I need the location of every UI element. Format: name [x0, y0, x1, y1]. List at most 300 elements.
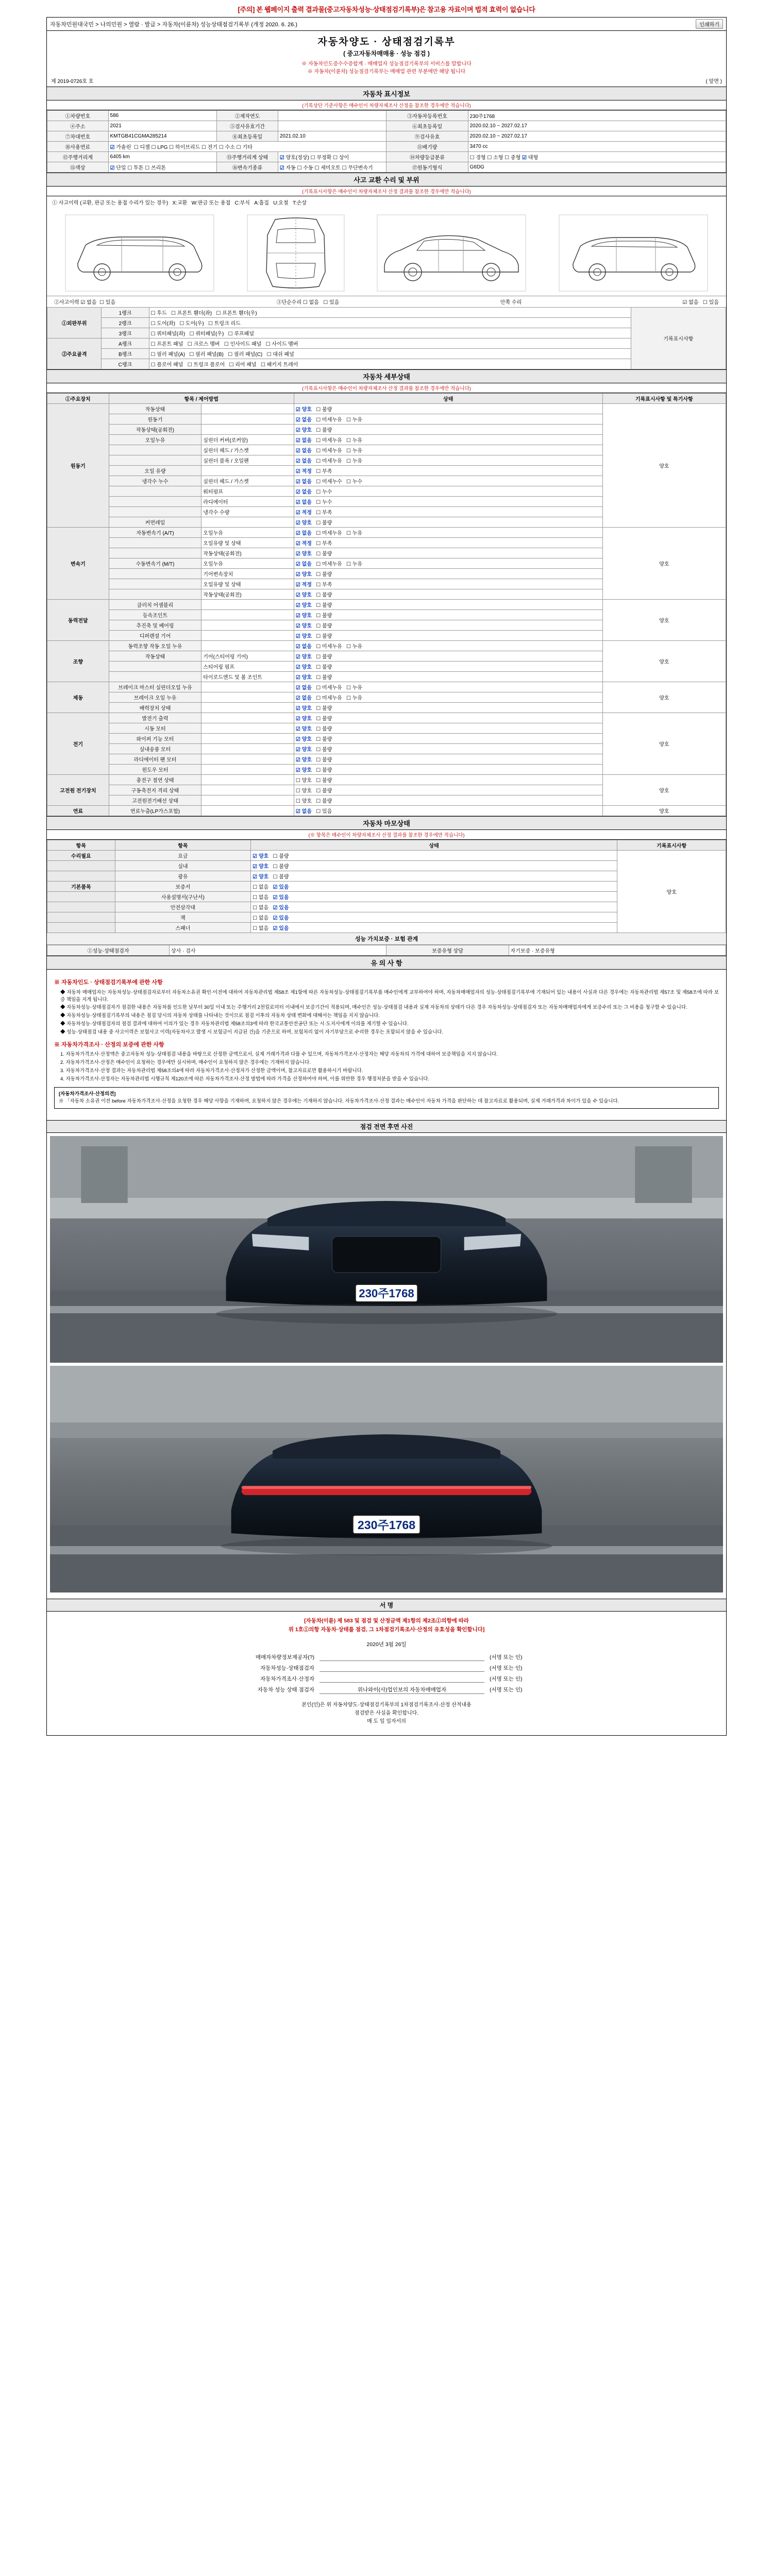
- checkbox-unchecked[interactable]: ☐ 미세누유: [316, 417, 342, 423]
- tire-detail: 스패너: [115, 923, 250, 933]
- checkbox-checked: ☑ 있음: [273, 885, 289, 890]
- checkbox-unchecked[interactable]: ☐ 불량: [316, 757, 332, 763]
- page-subtitle: ( 중고자동차매매용 · 성능 점검 ): [343, 50, 430, 57]
- accident-history[interactable]: ②사고이력 ☑ 없음 ☐ 있음: [54, 300, 116, 306]
- tire-item: [47, 871, 115, 882]
- table-row: [47, 359, 726, 369]
- checkbox-checked: ☑: [279, 155, 284, 161]
- checkbox-checked: ☑ 양호: [295, 726, 312, 732]
- state-options[interactable]: [294, 703, 602, 713]
- checkbox-unchecked[interactable]: ☐ 미세누수: [316, 479, 342, 485]
- state-item-sub: [201, 631, 294, 641]
- state-item-label: 작동상태: [109, 404, 201, 414]
- state-options[interactable]: [294, 795, 602, 806]
- state-options[interactable]: [294, 497, 602, 507]
- state-item-sub: [201, 734, 294, 744]
- checkbox-checked: ☑ 있음: [273, 926, 289, 931]
- state-item-label: 수동변속기 (M/T): [109, 558, 201, 569]
- state-options[interactable]: [294, 445, 602, 455]
- table-row: [47, 851, 726, 861]
- checkbox-unchecked[interactable]: ☐ 불량: [316, 603, 332, 608]
- rank-label: 3랭크: [102, 328, 149, 338]
- photo-front: [50, 1136, 723, 1363]
- table-row: [47, 328, 726, 338]
- checkbox-unchecked[interactable]: ☐ 미세누유: [316, 448, 342, 454]
- checkbox-unchecked[interactable]: ☐ 불량: [316, 634, 332, 639]
- checkbox-unchecked[interactable]: ☐ 불량: [316, 623, 332, 629]
- checkbox-unchecked[interactable]: ☐ 미세누유: [316, 459, 342, 464]
- checkbox-unchecked[interactable]: ☐ 불량: [316, 768, 332, 773]
- checkbox-checked: ☑ 양호: [295, 623, 312, 629]
- signature-statement-line-1: [자동차(이륜) 제 583 및 점검 및 산정금액 제1항의 제2조①의항에 따라: [304, 1618, 469, 1624]
- state-item-label: [109, 455, 201, 466]
- label-mileage-state: ⑬주행거리계 상태: [217, 152, 278, 162]
- checkbox-unchecked[interactable]: ☐ 불량: [273, 874, 289, 880]
- state-options[interactable]: [294, 466, 602, 476]
- checkbox-unchecked[interactable]: ☐ 누유: [346, 531, 363, 536]
- checkbox-unchecked[interactable]: ☐ 미세누유: [316, 438, 342, 444]
- checkbox-unchecked[interactable]: ☐ 부족: [316, 510, 332, 516]
- checkbox-unchecked[interactable]: ☐ 있음: [316, 809, 332, 815]
- appraisal-opinion-title: [자동차가격조사·산정의견]: [59, 1091, 116, 1097]
- checkbox-checked: ☑ 없음: [295, 479, 312, 485]
- state-item-label: 작동상태(공회전): [109, 425, 201, 435]
- transmission-options[interactable]: ☑ 자동 ☐ 수동 ☐ 세미오토 ☐ 무단변속기: [278, 162, 386, 173]
- checkbox-unchecked[interactable]: ☐ 없음: [253, 895, 269, 901]
- state-table-body: [47, 404, 726, 816]
- checkbox-checked: ☑ 양호: [295, 428, 312, 433]
- section-sub-state: (기록표시사항은 매수인이 차량자체조사 산정 결과를 참조한 경우에만 적습니다): [47, 383, 726, 393]
- state-options[interactable]: [294, 765, 602, 775]
- state-table: [47, 393, 726, 816]
- checkbox-unchecked[interactable]: ☐ 미세누유: [316, 531, 342, 536]
- tire-item: [47, 892, 115, 902]
- panel-options[interactable]: ☐ 후드 ☐ 프론트 휀더(좌) ☐ 프론트 휀더(우): [149, 308, 631, 318]
- state-options[interactable]: [294, 672, 602, 682]
- signature-statement-line-2: 위 1호①의항 자동차·상태를 점검, 그 1차점검기록조사·산정의 유효성을 확인합니다]: [288, 1626, 485, 1633]
- frame-options[interactable]: ☐ 프론트 패널 ☐ 크로스 멤버 ☐ 인사이드 패널 ☐ 사이드 멤버: [149, 338, 631, 349]
- checkbox-unchecked[interactable]: ☐ 불량: [316, 706, 332, 711]
- checkbox-unchecked[interactable]: ☐ 부족: [316, 541, 332, 547]
- state-group-label: 원동기: [47, 404, 109, 528]
- label-address: ④주소: [47, 121, 109, 131]
- state-item-sub: 냉각수 수량: [201, 507, 294, 517]
- value-reg-number: 230주1768: [468, 111, 726, 121]
- state-options[interactable]: [294, 548, 602, 558]
- state-options[interactable]: [294, 734, 602, 744]
- tire-item: 수리필요: [47, 851, 115, 861]
- state-options[interactable]: [294, 414, 602, 425]
- state-item-sub: [201, 806, 294, 816]
- checkbox-unchecked[interactable]: ☐ 누수: [316, 489, 332, 495]
- checkbox-unchecked[interactable]: ☐ 미세누유: [316, 696, 342, 701]
- panel-options[interactable]: ☐ 도어(좌) ☐ 도어(우) ☐ 트렁크 리드: [149, 318, 631, 328]
- checkbox-unchecked[interactable]: ☐ 불량: [273, 864, 289, 870]
- title-note-2: ※ 자동차(이륜차) 성능점검기록부는 매매업 관련 부분에만 해당 됩니다: [307, 69, 466, 75]
- checkbox-checked: ☑ 양호: [253, 864, 269, 870]
- sign-role: 매매자차량정보제공자(?): [255, 1654, 314, 1660]
- notice-paragraph: ◆ 자동차성능·상태점검기록부의 내용은 점검 당시의 자동차 상태를 나타내는 것이므로 점검 이후의 자동차 상태 변화에 대해서는 책임을 지지 않습니다.: [60, 1013, 380, 1019]
- panel-options[interactable]: ☐ 쿼터패널(좌) ☐ 쿼터패널(우) ☐ 루프패널: [149, 328, 631, 338]
- checkbox-unchecked[interactable]: ☐ 미세누유: [316, 685, 342, 691]
- checkbox-checked: ☑ 없음: [295, 489, 312, 495]
- state-options[interactable]: [294, 754, 602, 765]
- checkbox-checked: ☑ 양호: [295, 716, 312, 722]
- tire-options[interactable]: [251, 923, 617, 933]
- label-displacement: ⑪배기량: [386, 142, 468, 152]
- accident-history-checked: 없음: [87, 300, 97, 306]
- table-row: [47, 713, 726, 723]
- checkbox-checked: ☑ 적정: [295, 469, 312, 474]
- notice-paragraph: ◆ 자동차성능·상태점검자가 점검한 내용은 자동차를 인도한 날부터 30일 이내 또는 주행거리 2천킬로미터 이내에서 보증기간이 적용되며, 매수인은 성능·상태점검 내용과 실제 자동차의 상태가 다른 경우 자동차성능·상태점검자 또는 자동차매매업자에게 보증수리 또는 그 비용을 청구할 수 있습니다.: [60, 1005, 687, 1011]
- col-item: 항목 / 제어방법: [109, 394, 294, 404]
- state-options[interactable]: [294, 569, 602, 579]
- state-item-sub: [201, 713, 294, 723]
- sign-value[interactable]: 위나와이(사)업인보의 자동차매매업자: [320, 1686, 484, 1694]
- state-options[interactable]: [294, 610, 602, 620]
- simple-repair[interactable]: ③단순수리 ☐ 없음 ☐ 있음: [276, 300, 340, 306]
- checkbox-unchecked[interactable]: ☐ 누유: [346, 459, 363, 464]
- state-item-label: 오일누유: [109, 435, 201, 445]
- state-item-sub: 오일누유: [201, 528, 294, 538]
- color-options[interactable]: ☑ 단일 ☐ 투톤 ☐ 쓰리톤: [108, 162, 217, 173]
- state-item-sub: 오일유량 및 상태: [201, 579, 294, 589]
- appraisal-opinion-box: [54, 1087, 719, 1109]
- sign-role: 자동차 성능 상태 점검자: [257, 1686, 314, 1693]
- checkbox-checked: ☑ 있음: [273, 916, 289, 921]
- notice-paragraph: 1. 자동차가격조사·산정액은 중고자동차 성능·상태점검 내용을 바탕으로 산정한 금액으로서, 실제 거래가격과 다를 수 있으며, 자동차가격조사·산정자는 해당 자동차의 가격에 대하여 보증책임을 지지 않습니다.: [60, 1052, 498, 1058]
- checkbox-unchecked[interactable]: ☐ 없음: [253, 885, 269, 890]
- state-item-label: 충전구 절연 상태: [109, 775, 201, 785]
- table-header-row: [47, 394, 726, 404]
- state-options[interactable]: [294, 692, 602, 703]
- checkbox-checked: ☑ 없음: [295, 500, 312, 505]
- notice-paragraph: ◆ 성능·상태점검 내용 중 사고이력은 보험사고 이력(자동차사고 발생 시 보험금이 지급된 건)을 기준으로 하며, 보험처리 없이 자기부담으로 수리한 경우는 포함되지 않을 수 있습니다.: [60, 1029, 444, 1035]
- checkbox-checked: ☑ 양호: [295, 407, 312, 413]
- tire-options[interactable]: [251, 892, 617, 902]
- checkbox-checked: ☑ 양호: [295, 675, 312, 681]
- document-body: [46, 17, 727, 1736]
- sign-seal: (서명 또는 인): [490, 1654, 523, 1660]
- state-options[interactable]: [294, 476, 602, 486]
- checkbox-checked: ☑ 없음: [295, 696, 312, 701]
- table-row: [47, 945, 726, 956]
- car-diagram-side: [377, 214, 526, 292]
- signature-statement: [54, 1617, 719, 1634]
- checkbox-checked: ☑ 양호: [295, 706, 312, 711]
- checkbox-unchecked[interactable]: ☐ 불량: [316, 520, 332, 526]
- checkbox-checked: ☑ 양호: [253, 854, 269, 859]
- print-button-wrap[interactable]: [696, 19, 723, 29]
- state-item-label: 동력조향 작동 오일 누유: [109, 641, 201, 651]
- state-options[interactable]: [294, 486, 602, 497]
- mileage-state-options[interactable]: ☑ 양호(정상) ☐ 부정확 ☐ 상이: [278, 152, 386, 162]
- label-note-column: 기록표시사항: [631, 308, 726, 369]
- state-item-label: 클러치 어셈블리: [109, 600, 201, 610]
- checkbox-unchecked[interactable]: ☐ 누수: [316, 500, 332, 505]
- checkbox-unchecked[interactable]: ☐ 불량: [316, 747, 332, 753]
- checkbox-unchecked[interactable]: ☐ 불량: [316, 665, 332, 670]
- title-block: [47, 31, 726, 76]
- checkbox-checked: ☑ 없음: [295, 644, 312, 650]
- car-diagram-rear: [559, 214, 708, 292]
- state-item-sub: [201, 692, 294, 703]
- notice-paragraph: 2. 자동차가격조사·산정은 매수인이 요청하는 경우에만 실시하며, 매수인이 요청하지 않은 경우에는 기재하지 않습니다.: [60, 1060, 311, 1066]
- checkbox-unchecked[interactable]: ☐ 누유: [346, 438, 363, 444]
- state-options[interactable]: [294, 723, 602, 734]
- checkbox-unchecked[interactable]: ☐ 없음: [253, 905, 269, 911]
- state-options[interactable]: [294, 785, 602, 795]
- tire-detail: 보증서: [115, 882, 250, 892]
- checkbox-checked: ☑ 양호: [295, 634, 312, 639]
- checkbox-unchecked[interactable]: ☐ 양호: [295, 778, 312, 784]
- state-options[interactable]: [294, 651, 602, 662]
- checkbox-unchecked[interactable]: ☐ 불량: [316, 675, 332, 681]
- table-row: [47, 775, 726, 785]
- checkbox-checked: ☑ 있음: [273, 905, 289, 911]
- fuel-options[interactable]: ☑ 가솔린 ☐ 디젤 ☐ LPG ☐ 하이브리드 ☐ 전기 ☐ 수소 ☐ 기타: [108, 142, 386, 152]
- grade-options[interactable]: ☐ 경형 ☐ 소형 ☐ 중형 ☑ 대형: [468, 152, 726, 162]
- checkbox-checked: ☑: [110, 145, 115, 150]
- col-tire-state: 상태: [251, 840, 617, 851]
- sign-row: [54, 1664, 719, 1672]
- checkbox-unchecked[interactable]: ☐ 없음: [253, 926, 269, 931]
- checkbox-unchecked[interactable]: ☐ 누유: [346, 644, 363, 650]
- state-options[interactable]: [294, 600, 602, 610]
- state-item-label: [109, 486, 201, 497]
- checkbox-unchecked[interactable]: ☐ 불량: [316, 716, 332, 722]
- tire-options[interactable]: [251, 871, 617, 882]
- photo-rear-svg: [50, 1366, 723, 1592]
- state-group-label: 조향: [47, 641, 109, 682]
- car-diagram-top: [247, 214, 345, 292]
- state-options[interactable]: [294, 425, 602, 435]
- state-options[interactable]: [294, 775, 602, 785]
- checkbox-unchecked[interactable]: ☐ 누수: [346, 479, 363, 485]
- frame-options[interactable]: ☐ 플로어 패널 ☐ 트렁크 플로어 ☐ 리어 패널 ☐ 패키지 트레이: [149, 359, 631, 369]
- frame-options[interactable]: ☐ 필러 패널(A) ☐ 필러 패널(B) ☐ 필러 패널(C) ☐ 대쉬 패널: [149, 349, 631, 359]
- state-options[interactable]: [294, 713, 602, 723]
- state-item-sub: 오일누유: [201, 558, 294, 569]
- notice-paragraph: 4. 자동차가격조사·산정자는 자동차관리법 시행규칙 제120조에 따른 자동차가격조사·산정 방법에 따라 가격을 산정하여야 하며, 이를 위반한 경우 행정처분을 받을 수 있습니다.: [60, 1076, 430, 1082]
- checkbox-unchecked[interactable]: ☐ 미세누유: [316, 644, 342, 650]
- checkbox-checked: ☑: [279, 165, 284, 171]
- checkbox-unchecked[interactable]: ☐ 불량: [316, 654, 332, 660]
- state-options[interactable]: [294, 455, 602, 466]
- checkbox-checked: ☑ 양호: [295, 551, 312, 557]
- state-options[interactable]: [294, 538, 602, 548]
- state-item-sub: [201, 517, 294, 528]
- state-group-note: 양호: [602, 806, 726, 816]
- checkbox-unchecked[interactable]: ☐ 양호: [295, 799, 312, 804]
- sign-row: [54, 1675, 719, 1683]
- checkbox-checked: ☑ 양호: [295, 613, 312, 619]
- checkbox-checked: ☑ 양호: [295, 592, 312, 598]
- checkbox-checked: ☑ 없음: [295, 685, 312, 691]
- state-item-label: [109, 579, 201, 589]
- checkbox-unchecked[interactable]: ☐ 불량: [316, 726, 332, 732]
- state-group-note: 양호: [602, 713, 726, 775]
- table-row: [47, 641, 726, 651]
- table-row: [47, 404, 726, 414]
- label-reg-number: ③자동차등록번호: [386, 111, 468, 121]
- state-options[interactable]: [294, 744, 602, 754]
- sign-value[interactable]: [320, 1675, 484, 1683]
- tire-options[interactable]: [251, 861, 617, 871]
- checkbox-checked: ☑ 없음: [295, 562, 312, 567]
- signature-date: 2020년 3월 26일: [366, 1641, 407, 1648]
- label-motor: ⑰원동기형식: [386, 162, 468, 173]
- tire-table-body: [47, 840, 726, 933]
- checkbox-unchecked[interactable]: ☐ 누유: [346, 417, 363, 423]
- table-row: [47, 806, 726, 816]
- state-options[interactable]: [294, 682, 602, 692]
- checkbox-checked: ☑ 양호: [295, 757, 312, 763]
- state-item-sub: [201, 765, 294, 775]
- table-row: [47, 528, 726, 538]
- state-item-sub: 작동상태(공회전): [201, 548, 294, 558]
- checkbox-unchecked[interactable]: ☐ 불량: [316, 613, 332, 619]
- checkbox-unchecked[interactable]: ☐ 불량: [316, 788, 332, 794]
- tire-options[interactable]: [251, 882, 617, 892]
- state-item-sub: 기어변속장치: [201, 569, 294, 579]
- sign-value[interactable]: [320, 1653, 484, 1661]
- checkbox-unchecked[interactable]: ☐ 불량: [316, 799, 332, 804]
- label-first-reg2: ⑧최초등록일: [217, 131, 278, 142]
- label-mileage: ⑫주행거리계: [47, 152, 109, 162]
- checkbox-unchecked[interactable]: ☐ 불량: [273, 854, 289, 859]
- state-options[interactable]: [294, 404, 602, 414]
- checkbox-unchecked[interactable]: ☐ 부족: [316, 582, 332, 588]
- checkbox-checked: ☑ 양호: [295, 747, 312, 753]
- state-item-label: 실내송풍 모터: [109, 744, 201, 754]
- doc-side: ( 앞면 ): [705, 79, 722, 84]
- state-item-sub: [201, 425, 294, 435]
- checkbox-checked: ☑ 없음: [295, 531, 312, 536]
- state-group-note: 양호: [602, 600, 726, 641]
- checkbox-checked: ☑ 양호: [295, 603, 312, 608]
- col-tire-note: 기록표시사항: [617, 840, 726, 851]
- state-item-label: [109, 497, 201, 507]
- checkbox-unchecked[interactable]: ☐ 불량: [316, 778, 332, 784]
- label-transmission: ⑯변속기종류: [217, 162, 278, 173]
- checkbox-checked: ☑ 적정: [295, 541, 312, 547]
- table-row: [47, 111, 726, 121]
- state-options[interactable]: [294, 558, 602, 569]
- checkbox-unchecked[interactable]: ☐ 불량: [316, 592, 332, 598]
- table-row: [47, 682, 726, 692]
- tire-item: 기본품목: [47, 882, 115, 892]
- checkbox-unchecked[interactable]: ☐ 누유: [346, 685, 363, 691]
- checkbox-unchecked[interactable]: ☐ 불량: [316, 551, 332, 557]
- state-options[interactable]: [294, 579, 602, 589]
- tire-options[interactable]: [251, 851, 617, 861]
- photo-section-title: 점검 전면 후면 사진: [47, 1120, 726, 1133]
- sign-seal: (서명 또는 인): [490, 1675, 523, 1682]
- sign-row: [54, 1686, 719, 1694]
- table-row: [47, 338, 726, 349]
- state-item-sub: [201, 414, 294, 425]
- checkbox-unchecked[interactable]: ☐ 누유: [346, 696, 363, 701]
- checkbox-unchecked[interactable]: ☐ 누유: [346, 562, 363, 567]
- state-options[interactable]: [294, 507, 602, 517]
- state-item-label: 라디에이터 팬 모터: [109, 754, 201, 765]
- checkbox-checked: ☑ 양호: [295, 520, 312, 526]
- table-header-row: [47, 840, 726, 851]
- tire-options[interactable]: [251, 902, 617, 912]
- tire-options[interactable]: [251, 912, 617, 923]
- checkbox-unchecked[interactable]: ☐ 불량: [316, 572, 332, 578]
- print-button[interactable]: 인쇄하기: [696, 19, 723, 29]
- state-item-sub: 실린더 헤드 / 가스켓: [201, 476, 294, 486]
- checkbox-unchecked[interactable]: ☐ 누유: [346, 448, 363, 454]
- checkbox-unchecked[interactable]: ☐ 불량: [316, 407, 332, 413]
- doc-meta: [47, 76, 726, 87]
- label-grade: ⑭차량등급분류: [386, 152, 468, 162]
- state-item-label: 자동변속기 (A/T): [109, 528, 201, 538]
- state-options[interactable]: [294, 806, 602, 816]
- value-car-name: 586: [108, 111, 217, 121]
- value-first-reg2: 2021.02.10: [278, 131, 386, 142]
- state-item-sub: 작동상태(공회전): [201, 589, 294, 600]
- label-main-frame: ②주요골격: [47, 338, 102, 369]
- tire-detail: 요금: [115, 851, 250, 861]
- state-item-label: 윈도우 모터: [109, 765, 201, 775]
- state-options[interactable]: [294, 662, 602, 672]
- value-vin: KMTGB41CGMA285214: [108, 131, 217, 142]
- state-options[interactable]: [294, 641, 602, 651]
- table-row: [47, 131, 726, 142]
- col-note: 기록표시사항 및 특기사항: [602, 394, 726, 404]
- state-item-label: 와이퍼 기능 모터: [109, 734, 201, 744]
- state-options[interactable]: [294, 528, 602, 538]
- state-options[interactable]: [294, 435, 602, 445]
- sign-row: [54, 1653, 719, 1661]
- rank-label: A랭크: [102, 338, 149, 349]
- checkbox-checked: ☑: [80, 300, 86, 306]
- checkbox-unchecked[interactable]: ☐ 미세누유: [316, 562, 342, 567]
- state-item-sub: [201, 754, 294, 765]
- checkbox-checked: ☑ 적정: [295, 510, 312, 516]
- checkbox-checked: ☑ 없음: [295, 438, 312, 444]
- state-item-sub: 기어(스티어링 기어): [201, 651, 294, 662]
- checkbox-unchecked[interactable]: ☐ 없음: [253, 916, 269, 921]
- sign-value[interactable]: [320, 1664, 484, 1672]
- final-note-line-3: 매 도 일 일자서의: [367, 1718, 406, 1724]
- checkbox-unchecked[interactable]: ☐ 불량: [316, 737, 332, 742]
- breadcrumb: 자동차민원대국민 > 나의민원 > 열람 · 발급 > 자동차(이륜차) 성능상태점검기록부 (개정 2020. 6. 26.): [50, 21, 297, 28]
- state-item-sub: [201, 466, 294, 476]
- state-options[interactable]: [294, 631, 602, 641]
- state-item-sub: 실린더 커버(로커암): [201, 435, 294, 445]
- photo-front-svg: [50, 1136, 723, 1363]
- table-row: [47, 121, 726, 131]
- state-item-label: [109, 507, 201, 517]
- label-fuel: ⑩사용연료: [47, 142, 109, 152]
- state-item-label: [109, 548, 201, 558]
- checkbox-unchecked[interactable]: ☐ 양호: [295, 788, 312, 794]
- state-options[interactable]: [294, 589, 602, 600]
- mark-note[interactable]: ☑ 없음 ☐ 있음: [682, 300, 719, 306]
- state-options[interactable]: [294, 620, 602, 631]
- front-plate-text: 230주1768: [359, 1287, 414, 1300]
- section-title-accident: 사고 교환 수리 및 부위: [47, 173, 726, 187]
- guarantee-table: [47, 945, 726, 956]
- checkbox-unchecked[interactable]: ☐ 부족: [316, 469, 332, 474]
- checkbox-unchecked[interactable]: ☐ 불량: [316, 428, 332, 433]
- checkbox-checked: ☑ 없음: [295, 448, 312, 454]
- state-options[interactable]: [294, 517, 602, 528]
